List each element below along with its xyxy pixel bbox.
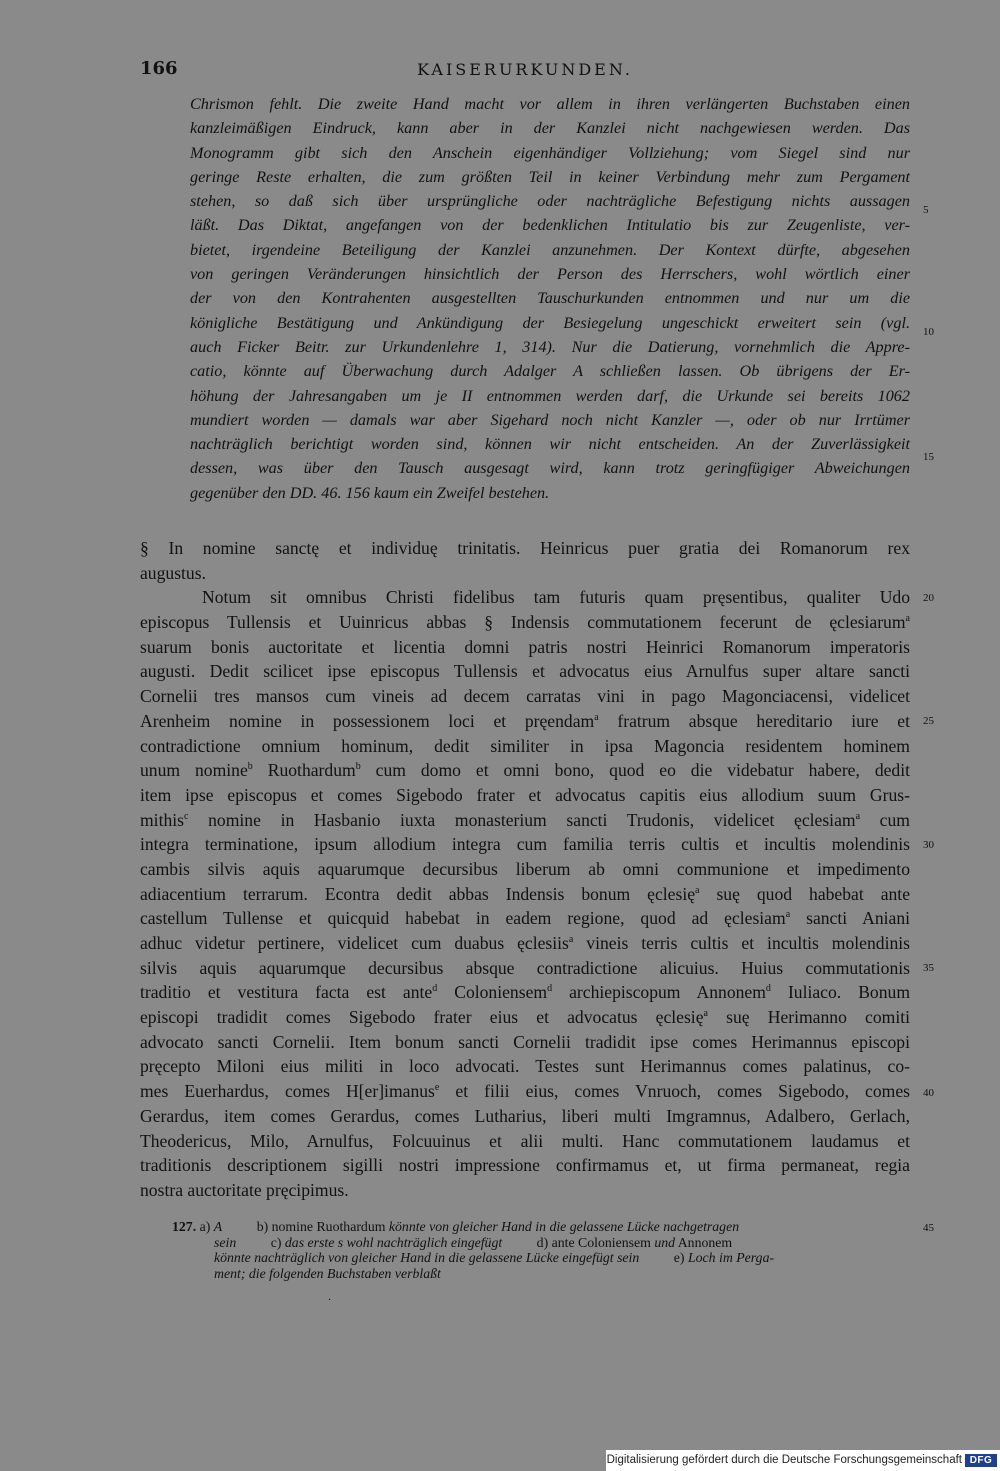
line-number: 40 [923, 1087, 934, 1099]
footer-credit[interactable]: Digitalisierung gefördert durch die Deutsche Forschungsgemeinschaft [606, 1454, 962, 1466]
text-line [140, 659, 910, 684]
text-line [140, 980, 910, 1005]
footnote-marker: a [695, 884, 700, 896]
text-run: Ruothardum [252, 760, 356, 781]
text-line [140, 956, 910, 981]
dfg-logo-icon[interactable]: DFG [965, 1454, 997, 1467]
footnote-text: könnte nachträglich von gleicher Hand in die gelassene Lücke eingefügt sein [214, 1250, 640, 1265]
text-line [140, 758, 910, 783]
line-number: 10 [923, 326, 934, 338]
text-line [140, 882, 910, 907]
footnote-marker: e [434, 1082, 440, 1094]
text-line [140, 1005, 910, 1030]
commentary-line: Monogramm gibt sich den Anschein eigenhändiger Vollziehung; vom Siegel sind nur [190, 143, 910, 162]
text-run: et filii eius, comes Vnruoch, comes Sigebodo, comes [439, 1081, 910, 1102]
footnote-text: Annonem [675, 1234, 733, 1250]
footnote-line [172, 1219, 910, 1235]
line-number: 30 [923, 839, 934, 851]
footnote-text: könnte von gleicher Hand in die gelassene Lücke nachgetragen [388, 1219, 740, 1234]
text-run: mithis [140, 809, 184, 830]
commentary-line: königliche Bestätigung und Ankündigung der Besiegelung ungeschickt erweitert sein (vgl. [190, 313, 910, 332]
text-line [140, 684, 910, 709]
text-run: episcopi tradidit comes Sigebodo frater eius et advocatus ęclesię [140, 1007, 704, 1028]
commentary-line: Chrismon fehlt. Die zweite Hand macht vor allem in ihren verlängerten Buchstaben einen [190, 95, 910, 113]
text-line [140, 734, 910, 759]
line-number: 45 [923, 1222, 934, 1234]
text-run: traditio et vestitura facta est ante [140, 982, 433, 1003]
text-line [140, 635, 910, 660]
text-line [140, 610, 910, 635]
stray-mark: · [328, 1295, 332, 1306]
text-run: cum domo et omni bono, quod eo die videbatur habere, dedit [360, 760, 911, 781]
text-run: suę Herimanno comiti [707, 1007, 910, 1028]
commentary-line: nachträglich berichtigt worden sind, können wir nicht entscheiden. An der Zuverlässigkeit [190, 435, 910, 454]
text-run: nomine in Hasbanio iuxta monasterium sancti Trudonis, videlicet ęclesiam [188, 809, 856, 830]
commentary-line: catio, könnte auf Überwachung durch Adalger A schließen lassen. Ob übrigens der Er- [190, 362, 910, 381]
commentary-line: höhung der Jahresangaben um je II entnommen werden darf, die Urkunde sei bereits 1062 [190, 386, 910, 405]
text-run: Iuliaco. Bonum [770, 982, 911, 1003]
commentary-line: mundiert worden — damals war aber Sigehard noch nicht Kanzler —, oder ob nur Irrtümer [190, 410, 910, 429]
line-number: 35 [923, 962, 934, 974]
text-run: Arenheim nomine in possessionem loci et pręendam [140, 710, 595, 731]
text-run: nostra auctoritate pręcipimus. [140, 1179, 349, 1200]
commentary-line: dessen, was über den Tausch ausgesagt wird, kann trotz geringfügiger Abweichungen [190, 459, 910, 478]
footnote-marker: d [765, 983, 771, 995]
footnote-text: c) [236, 1234, 285, 1250]
text-run: archiepiscopum Annonem [552, 982, 766, 1003]
text-line [140, 585, 910, 610]
text-line [140, 931, 910, 956]
page-header [140, 58, 910, 82]
footnote-marker: d [547, 983, 553, 995]
footer-bar [606, 1450, 1000, 1471]
line-number: 5 [923, 204, 929, 216]
commentary-line: läßt. Das Diktat, angefangen von der bedenklichen Intitulatio bis zur Zeugenliste, ver- [190, 216, 910, 235]
text-run: suarum bonis auctoritate et licentia domni patris nostri Heinrici Romanorum imperatoris [140, 636, 910, 657]
footnote-text: a) [199, 1219, 214, 1234]
commentary-line: geringe Reste erhalten, die zum größten Teil in keiner Verbindung mehr zum Pergament [190, 167, 910, 186]
commentary-line: kanzleimäßigen Eindruck, kann aber in der Kanzlei nicht nachgewiesen werden. Das [190, 119, 910, 138]
text-line [140, 709, 910, 734]
footnote-text: Loch im Perga- [687, 1250, 775, 1265]
footnote-line [172, 1250, 910, 1266]
footnote-text: sein [214, 1234, 237, 1250]
running-title: KAISERURKUNDEN. [417, 60, 633, 79]
footnote-marker: a [905, 613, 910, 625]
text-run: augusti. Dedit scilicet ipse episcopus Tullensis et advocatus eius Arnulfus super altare sancti [140, 661, 910, 682]
text-run: item ipse episcopus et comes Sigebodo frater et advocatus capitis eius allodium suum Grus- [140, 784, 910, 805]
footnote-line [172, 1235, 910, 1251]
text-run: episcopus Tullensis et Uuinricus abbas § Indensis commutationem fecerunt de ęclesiarum [140, 612, 906, 633]
text-run: Gerardus, item comes Gerardus, comes Lutharius, liberi multi Imgramnus, Adalbero, Gerlach, [140, 1105, 910, 1126]
commentary-line: der von den Kontrahenten ausgestellten Tauschurkunden entnommen und nur um die [190, 289, 910, 308]
text-run: mes Euerhardus, comes H[er]imanus [140, 1081, 435, 1102]
commentary-line: gegenüber den DD. 46. 156 kaum ein Zweifel bestehen. [190, 483, 550, 502]
text-run: cum [860, 809, 910, 830]
text-run: adiacentium terrarum. Econtra dedit abbas Indensis bonum ęclesię [140, 883, 696, 904]
text-line [140, 1104, 910, 1129]
footnote-text: und [654, 1234, 676, 1250]
text-run: contradictione omnium hominum, dedit similiter in ipsa Magoncia residentem hominem [140, 735, 910, 756]
footnote-marker: b [355, 761, 361, 773]
text-run: fratrum absque hereditario iure et [598, 710, 911, 731]
charter-text [140, 536, 910, 1203]
footnote-text: A [213, 1219, 223, 1234]
text-line [140, 906, 910, 931]
text-run: vineis terris cultis et incultis molendinis [573, 933, 910, 953]
text-run: Cornelii tres mansos cum vineis ad decem carratas vini in pago Magonciacensi, videlicet [140, 686, 910, 707]
text-line [140, 1030, 910, 1055]
text-run: Notum sit omnibus Christi fidelibus tam futuris quam pręsentibus, qualiter Udo [202, 587, 910, 608]
footnote-marker: c [184, 810, 189, 822]
footnote-number: 127. [172, 1219, 200, 1234]
footnote-marker: a [568, 934, 574, 946]
text-line [140, 1153, 910, 1178]
text-run: silvis aquis aquarumque decursibus absque contradictione alicuius. Huius commutationis [140, 957, 910, 978]
footnote-marker: a [785, 909, 791, 921]
commentary-line: stehen, so daß sich über ursprüngliche oder nachträgliche Befestigung nichts aussagen [190, 192, 910, 211]
text-run: castellum Tullense et quicquid habebat in eadem regione, quod ad ęclesiam [140, 908, 786, 929]
text-line [140, 832, 910, 857]
text-run: pręcepto Miloni eius militi in loco advocati. Testes sunt Herimannus comes palatinus, co- [140, 1056, 910, 1077]
text-line [140, 1079, 910, 1104]
text-run: adhuc videtur pertinere, videlicet cum duabus ęclesiis [140, 933, 569, 953]
commentary-line: auch Ficker Beitr. zur Urkundenlehre 1, 314). Nur die Datierung, vornehmlich die Appre- [190, 337, 910, 356]
text-run: suę quod habebat ante [699, 883, 910, 904]
footnote-text: ment; die folgenden Buchstaben verblaßt [214, 1265, 441, 1281]
text-run: advocato sancti Cornelii. Item bonum sancti Cornelii tradidit ipse comes Herimannus episcopi [140, 1031, 910, 1052]
footnote-text: b) nomine Ruothardum [222, 1219, 389, 1234]
line-number: 25 [923, 715, 934, 727]
footnote-text: e) [639, 1250, 688, 1265]
footnote-marker: a [855, 810, 861, 822]
text-line [140, 1178, 910, 1203]
footnotes [172, 1219, 910, 1281]
footnote-text: d) ante Coloniensem [502, 1234, 655, 1250]
text-line [140, 1054, 910, 1079]
footnote-marker: d [432, 983, 438, 995]
footnote-marker: a [594, 711, 599, 723]
footnote-marker: a [703, 1008, 708, 1020]
page-number: 166 [140, 58, 178, 79]
invocatio-line: § In nomine sanctę et individuę trinitatis. Heinricus puer gratia dei Romanorum rex [140, 538, 910, 558]
text-run: unum nomine [140, 760, 248, 781]
text-run: sancti Aniani [790, 908, 911, 929]
commentary-block [190, 92, 910, 505]
footnote-text: das erste s wohl nachträglich eingefügt [284, 1234, 503, 1250]
footnote-marker: b [247, 761, 253, 773]
text-run: Coloniensem [437, 982, 548, 1003]
text-line [140, 808, 910, 833]
text-run: integra terminatione, ipsum allodium integra cum familia terris cultis et incultis molendinis [140, 834, 910, 855]
text-line [140, 783, 910, 808]
text-run: cambis silvis aquis aquarumque decursibus liberum ab omni communione et impedimento [140, 858, 910, 879]
line-number: 20 [923, 592, 934, 604]
footnote-line [172, 1266, 910, 1282]
text-run: Theodericus, Milo, Arnulfus, Folcuuinus et alii multi. Hanc commutationem laudamus et [140, 1130, 910, 1151]
line-number: 15 [923, 451, 934, 463]
commentary-line: von geringen Veränderungen hinsichtlich der Person des Herrschers, wohl wörtlich einer [190, 265, 910, 284]
text-run: traditionis descriptionem sigilli nostri impressione confirmamus et, ut firma permaneat, regia [140, 1155, 910, 1176]
text-line [140, 857, 910, 882]
text-line [140, 1129, 910, 1154]
invocatio-line: augustus. [140, 562, 206, 583]
commentary-line: bietet, irgendeine Beteiligung der Kanzlei anzunehmen. Der Kontext dürfte, abgesehen [190, 240, 910, 259]
